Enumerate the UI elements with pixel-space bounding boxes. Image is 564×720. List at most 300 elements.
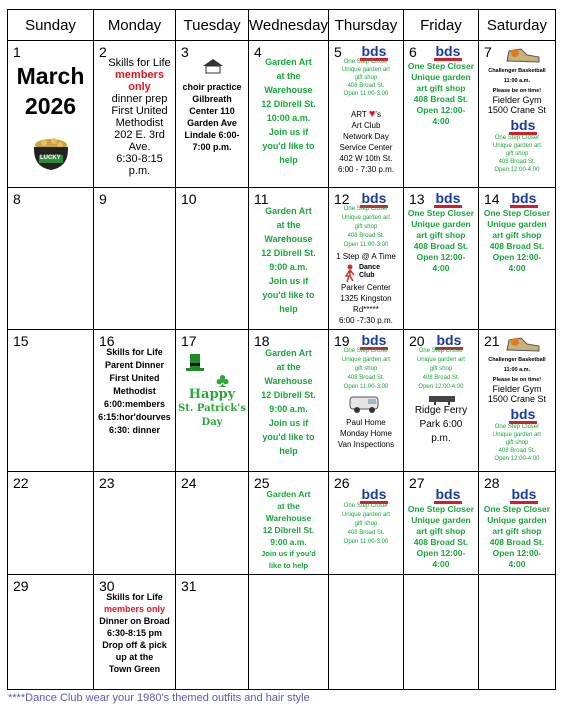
event-line: 1500 Crane St [487,394,546,404]
event-hours: Open 11:00-3:00 [343,91,389,97]
event-line: Unique garden art [492,143,541,149]
event-line: 202 E. 3rd Ave. [114,129,165,153]
event-hours: Open 11:00-3:00 [343,384,389,390]
weekday-friday: Friday [403,10,478,41]
event-gift-shop [481,504,553,570]
event-line: Join us if you'd [261,549,316,558]
day-cell [328,575,403,690]
event-line: 408 Broad St. [413,537,469,547]
event-gift-shop [331,502,401,547]
event-line: gift shop [354,521,378,527]
bds-logo [420,486,476,504]
day-cell [403,575,478,690]
day-cell [94,575,176,690]
day-number: 10 [181,191,197,207]
event-fielder-gym [481,95,553,115]
event-hours: Open 11:00-3:00 [343,539,389,545]
event-line: choir practice [182,82,242,92]
event-line: Warehouse [264,85,313,95]
event-st-patricks [178,388,246,430]
event-line: you'd like to [262,432,315,442]
event-line: you'd like to [262,290,315,300]
event-line: gift shop [354,224,378,230]
logo-text: bds [435,486,461,502]
event-gift-shop [406,347,476,392]
day-number: 24 [181,475,197,491]
event-line: Unique garden art [341,67,390,73]
event-line: Dance [358,264,380,271]
art-label: ART [350,110,367,119]
weekday-tuesday: Tuesday [176,10,249,41]
event-hours: Open 12:00- [492,252,542,262]
members-only-label: members only [103,604,166,614]
event-line: 408 Broad St. [489,241,545,251]
day-number: 19 [333,333,350,349]
day-cell [328,41,403,188]
event-line: Please be on time! [492,377,542,383]
event-line: Challenger Basketball [488,68,546,74]
day-number: 22 [13,475,29,491]
day-cell [176,575,249,690]
event-line: gift shop [354,366,378,372]
dance-club-label [359,264,401,280]
day-cell [249,41,329,188]
logo-text: bds [435,190,461,206]
event-line: Unique garden art [341,357,390,363]
event-line: 6:30-8:15 pm [106,628,163,638]
event-line: art gift shop [416,230,466,240]
event-hours: 4:00 [508,263,526,273]
event-gift-shop [406,208,476,274]
event-line: Unique garden art [492,432,541,438]
choir-icon [200,57,226,75]
day-number: 29 [13,578,29,594]
day-number: 1 [13,44,21,60]
event-line: 408 Broad St. [498,448,536,454]
month-title [10,61,91,121]
weekday-sunday: Sunday [8,10,94,41]
event-line: One Step Closer [407,208,475,218]
event-line: Paul Home [346,418,386,427]
day-cell [176,188,249,330]
event-line: 6:15:hor'dourves [98,412,171,422]
event-line: gift shop [505,151,529,157]
day-cell [403,41,478,188]
event-line: at the [276,71,301,81]
day-number: 9 [99,191,107,207]
event-line: Park 6:00 [419,419,463,430]
event-line: up at the [115,652,154,662]
day-cell [403,472,478,575]
event-fielder-gym [481,384,553,404]
event-line: 12 Dibrell St. [261,99,316,109]
event-line: 12 Dibrell St. [261,390,316,400]
day-cell [403,330,478,472]
logo-text: bds [361,486,387,502]
event-garden-art [251,204,326,316]
event-line: Methodist [113,386,156,396]
event-line: Warehouse [265,513,312,523]
event-line: Parker Center [341,283,391,292]
event-line: 408 Broad St. [413,94,469,104]
event-line: 6:00 - 7:30 p.m. [337,165,394,174]
event-line: One Step Closer [494,135,540,141]
event-line: 6:00:members [103,399,166,409]
event-line: One Step Closer [343,59,389,65]
day-number: 3 [181,44,189,60]
event-hours: Open 12:00-4:00 [418,384,464,390]
event-line: One Step Closer [407,61,475,71]
event-line: Garden Art [265,57,312,67]
event-line: dinner prep [111,93,168,105]
event-line: Please be on time! [492,88,542,94]
event-line: 12 Dibrell St. [262,525,315,535]
day-number: 28 [483,475,500,491]
event-line: help [279,155,298,165]
day-number: 8 [13,191,21,207]
event-line: art gift shop [492,230,542,240]
event-line: art gift shop [416,83,466,93]
day-number: 12 [333,191,350,207]
event-line: at the [276,362,301,372]
event-line: 408 Broad St. [347,83,385,89]
event-line: 7:00 p.m. [192,142,232,152]
event-line: Center 110 [189,106,235,116]
event-line: One Step Closer [494,424,540,430]
event-line: gift shop [429,366,453,372]
logo-text: bds [511,486,537,502]
event-gift-shop [331,58,401,98]
event-line: 408 Broad St. [347,375,385,381]
week-row [8,472,556,575]
event-hours: Open 12:00- [492,548,542,558]
day-number: 2 [99,44,107,60]
event-line: at the [276,220,301,230]
event-garden-art [251,346,326,458]
event-line: 408 Broad St. [422,375,460,381]
event-line: Ridge Ferry [414,405,468,416]
day-cell [249,188,329,330]
event-skills-for-life [106,57,173,177]
event-line: Art Club [351,121,381,130]
day-number: 21 [483,333,500,349]
day-number: 18 [254,333,270,349]
event-hours: Open 12:00- [416,252,466,262]
event-line: St. Patrick's Day [178,403,246,428]
leprechaun-hat-icon [184,352,206,374]
basketball-shoe-icon [505,45,541,65]
event-gift-shop [331,347,401,392]
pot-of-gold-icon [30,133,72,173]
month-label: March [16,63,85,89]
day-number: 25 [254,475,270,491]
event-line: One Step Closer [407,504,475,514]
day-number: 27 [408,475,425,491]
event-line: 6:30-8:15 p.m. [116,153,163,177]
event-line: One Step Closer [483,504,551,514]
event-line: One Step Closer [343,503,389,509]
year-label: 2026 [24,93,77,119]
heart-icon: ♥ [368,108,376,120]
logo-text: bds [511,190,537,206]
event-gift-shop [481,423,553,463]
event-line: Dinner on Broad [99,616,170,626]
logo-text: bds [361,43,387,59]
day-cell [176,41,249,188]
event-hours: 4:00 [432,559,450,569]
weekday-monday: Monday [94,10,176,41]
day-cell [94,330,176,472]
event-line: Town Green [108,664,161,674]
event-dance-club [331,282,401,326]
event-line: Gilbreath [192,94,232,104]
bds-logo [420,43,476,61]
event-line: 11:00 a.m. [503,78,531,84]
event-line: First United [111,105,168,117]
day-number: 14 [483,191,500,207]
logo-text: bds [510,117,536,133]
event-time: 9:00 a.m. [269,262,308,272]
week-row [8,41,556,188]
art-suffix: 's [375,110,381,119]
event-gift-shop [481,134,553,174]
event-line: One Step Closer [343,348,389,354]
event-title: Skills for Life [108,57,171,69]
logo-text: bds [510,406,536,422]
event-line: Service Center [339,143,393,152]
logo-text: bds [361,190,387,206]
event-line: Network Day [343,132,389,141]
week-row [8,575,556,690]
event-line: 12 Dibrell St. [261,248,316,258]
day-number: 11 [254,191,269,207]
logo-text: bds [435,43,461,59]
day-number: 30 [99,578,115,594]
day-cell [478,41,555,188]
event-line: Fielder Gym [492,384,542,394]
event-line: 1325 Kingston [340,294,392,303]
event-garden-art [251,55,326,167]
event-art-club [331,109,401,175]
event-choir [178,81,246,153]
day-cell [403,188,478,330]
event-line: 6:30: dinner [108,425,160,435]
event-line: One Step Closer [343,206,389,212]
day-cell [328,472,403,575]
day-number: 15 [13,333,29,349]
event-line: Unique garden art [341,512,390,518]
event-line: 6:00 -7:30 p.m. [339,316,393,325]
calendar-grid [7,9,556,690]
event-line: Garden Art [265,348,312,358]
logo-text: bds [436,332,462,348]
bds-logo [420,190,476,208]
event-line: Unique garden [411,515,471,525]
bds-logo [495,190,553,208]
event-skills-for-life [96,591,173,675]
event-line: 408 Broad St. [489,537,545,547]
event-line: Club [358,272,375,279]
day-number: 6 [408,44,417,60]
day-cell [8,188,94,330]
bds-logo [493,406,553,424]
event-line: 11:00 a.m. [503,367,531,373]
event-line: Methodist [115,117,164,129]
day-cell [478,188,555,330]
event-line: Warehouse [264,234,313,244]
event-line: at the [277,501,300,511]
event-time: 10:00 a.m. [266,113,311,123]
event-line: p.m. [431,433,451,444]
event-line: Drop off & pick [102,640,167,650]
event-line: Garden Art [265,206,312,216]
day-cell [249,575,329,690]
day-cell [478,330,555,472]
day-cell [328,188,403,330]
event-line: Garden Ave [187,118,237,128]
event-title: Skills for Life [106,347,163,357]
event-van-inspections [331,417,401,450]
day-number: 17 [181,333,197,349]
event-line: Fielder Gym [492,95,542,105]
day-cell [8,472,94,575]
event-ridge-ferry [406,404,476,446]
event-line: 408 Broad St. [347,530,385,536]
event-hours: Open 12:00- [416,105,466,115]
van-icon [349,394,381,414]
members-only-label: members only [115,69,164,93]
weekday-saturday: Saturday [478,10,555,41]
day-number: 23 [99,475,115,491]
event-gift-shop [406,504,476,570]
logo-text: bds [361,332,387,348]
event-line: like to help [268,561,309,570]
day-number: 31 [181,578,197,594]
event-line: Happy [188,387,236,402]
event-line: Join us if [268,127,309,137]
event-hours: Open 12:00-4:00 [494,456,540,462]
event-time: 9:00 a.m. [270,537,307,547]
event-line: 408 Broad St. [413,241,469,251]
bds-logo [493,117,553,135]
event-line: 408 Broad St. [347,233,385,239]
event-one-step [331,251,401,262]
day-number: 16 [99,333,115,349]
event-challenger [481,66,553,96]
day-cell [249,472,329,575]
event-hours: 4:00 [432,116,450,126]
event-line: help [279,446,298,456]
day-number: 26 [333,475,350,491]
event-line: 408 Broad St. [498,159,536,165]
event-line: Unique garden [487,219,547,229]
day-number: 20 [408,333,425,349]
day-cell [94,41,176,188]
event-line: help [279,304,298,314]
day-cell [478,575,555,690]
event-line: Join us if [268,418,309,428]
event-line: 1 Step @ A Time [336,252,396,261]
week-row [8,330,556,472]
day-cell [94,472,176,575]
event-line: Parent Dinner [104,360,164,370]
event-gift-shop [331,205,401,250]
event-line: First United [109,373,160,383]
event-line: you'd like to [262,141,315,151]
day-number: 7 [483,44,492,60]
day-cell [176,472,249,575]
lucky-label: LUCKY [40,155,61,161]
weekday-wednesday: Wednesday [249,10,329,41]
event-line: Rd***** [353,305,379,314]
event-title: Skills for Life [106,592,163,602]
event-line: Unique garden [411,72,471,82]
park-sign-icon [428,392,456,402]
event-time: 9:00 a.m. [269,404,308,414]
weekday-header-row [8,10,556,41]
day-cell [478,472,555,575]
event-line: gift shop [505,440,529,446]
day-cell [249,330,329,472]
event-garden-art [251,488,326,572]
day-cell [8,575,94,690]
bds-logo [495,486,553,504]
event-line: One Step Closer [483,208,551,218]
event-line: Challenger Basketball [488,357,546,363]
event-parent-dinner [96,346,173,437]
week-row [8,188,556,330]
event-hours: 4:00 [432,263,450,273]
event-line: One Step Closer [418,348,464,354]
event-line: Garden Art [266,489,311,499]
event-challenger [481,355,553,385]
event-hours: Open 12:00- [416,548,466,558]
event-line: 1500 Crane St [487,105,546,115]
event-line: Unique garden [411,219,471,229]
day-number: 4 [254,44,262,60]
day-cell [176,330,249,472]
day-number: 5 [333,44,342,60]
day-cell [328,330,403,472]
event-gift-shop [481,208,553,274]
event-hours: Open 12:00-4:00 [494,167,540,173]
event-hours: Open 11:00-3:00 [343,242,389,248]
event-line: Unique garden art [416,357,465,363]
day-cell [8,41,94,188]
day-cell [94,188,176,330]
shamrock-icon: ♣ [216,370,230,392]
event-line: 402 W 10th St. [339,154,393,163]
weekday-thursday: Thursday [328,10,403,41]
day-number: 13 [408,191,425,207]
event-hours: 4:00 [508,559,526,569]
event-line: art gift shop [492,526,542,536]
event-line: gift shop [354,75,378,81]
event-line: art gift shop [416,526,466,536]
event-line: Van Inspections [337,440,395,449]
event-line: Monday Home [339,429,392,438]
event-line: Warehouse [264,376,313,386]
footnote: ****Dance Club wear your 1980's themed outfits and hair style [8,692,310,704]
dancer-icon [343,264,357,282]
day-cell [8,330,94,472]
basketball-shoe-icon [505,334,541,354]
event-line: Unique garden [487,515,547,525]
event-gift-shop [406,61,476,127]
event-line: Unique garden art [341,215,390,221]
event-line: Lindale 6:00- [184,130,240,140]
event-line: Join us if [268,276,309,286]
